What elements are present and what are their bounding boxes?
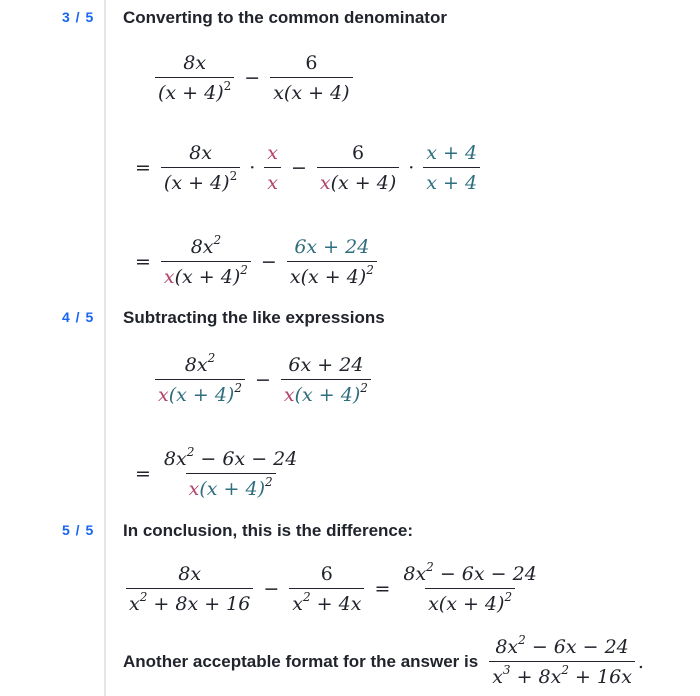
- numerator: 8x: [183, 52, 207, 74]
- equation-row-like: [152, 351, 374, 406]
- fraction: $\frac{6x + 24}{x(x + 4)^2}$: [287, 236, 377, 288]
- step-heading-5: In conclusion, this is the difference:: [123, 521, 413, 540]
- step-heading-4: Subtracting the like expressions: [123, 308, 385, 327]
- step-number-5: 5 / 5: [62, 522, 95, 538]
- denominator: x(x + 4): [317, 167, 399, 194]
- equals-sign: =: [374, 578, 391, 600]
- minus-sign: −: [255, 369, 271, 391]
- alternate-answer-line: [123, 633, 644, 688]
- multiply-dot: ·: [408, 157, 415, 179]
- minus-sign: −: [260, 251, 277, 273]
- step-number-3: 3 / 5: [62, 9, 95, 25]
- fraction-result: $\frac{8x^2 - 6x - 24}{x(x + 4)^2}$: [403, 560, 537, 615]
- step-heading-3: Converting to the common denominator: [123, 8, 447, 27]
- fraction: $\frac{6}{x^2 + 4x}$: [289, 563, 364, 615]
- equals-sign: =: [135, 157, 151, 179]
- period: .: [637, 651, 644, 673]
- fraction: $\frac{6}{x(x + 4)}$: [317, 142, 399, 194]
- equation-row-subtracted: [128, 445, 303, 500]
- fraction: $\frac{6x + 24}{x(x + 4)^2}$: [281, 354, 371, 406]
- alternate-answer-text: Another acceptable format for the answer is: [123, 652, 479, 671]
- equals-sign: =: [135, 251, 151, 273]
- fraction: $\frac{8x^2 - 6x - 24}{x(x + 4)^2}$: [163, 445, 298, 500]
- fraction: $\frac{8x}{x^2 + 8x + 16}$: [126, 563, 253, 615]
- multiply-dot: ·: [249, 157, 256, 179]
- minus-sign: −: [263, 578, 280, 600]
- fraction: [155, 52, 234, 104]
- denominator: $(x + 4)^2$: [155, 77, 234, 104]
- equation-row-multiply: [128, 142, 483, 194]
- denominator: x(x + 4): [270, 77, 352, 104]
- equation-row-original: [152, 52, 356, 104]
- numerator: 6: [305, 52, 318, 74]
- equals-sign: =: [135, 463, 151, 485]
- equation-row-conclusion: [123, 560, 543, 615]
- step-number-4: 4 / 5: [62, 309, 95, 325]
- fraction: $\frac{8x^2}{x(x + 4)^2}$: [161, 236, 251, 288]
- fraction-x-over-x: $\frac{x}{x}$: [264, 142, 281, 194]
- minus-sign: −: [244, 67, 261, 89]
- denominator: $(x + 4)^2$: [161, 167, 240, 194]
- alternate-answer-fraction: $\frac{8x^2 - 6x - 24}{x^3 + 8x^2 + 16x}$ .: [486, 636, 644, 688]
- fraction: [270, 52, 352, 104]
- fraction: $\frac{8x}{(x + 4)^2}$: [161, 142, 240, 194]
- equation-row-common-denominator: [128, 233, 380, 288]
- fraction: $\frac{8x^2}{x(x + 4)^2}$: [155, 354, 245, 406]
- step-rail: [104, 0, 106, 696]
- fraction-x4-over-x4: $\frac{x + 4}{x + 4}$: [423, 142, 480, 194]
- minus-sign: −: [290, 157, 307, 179]
